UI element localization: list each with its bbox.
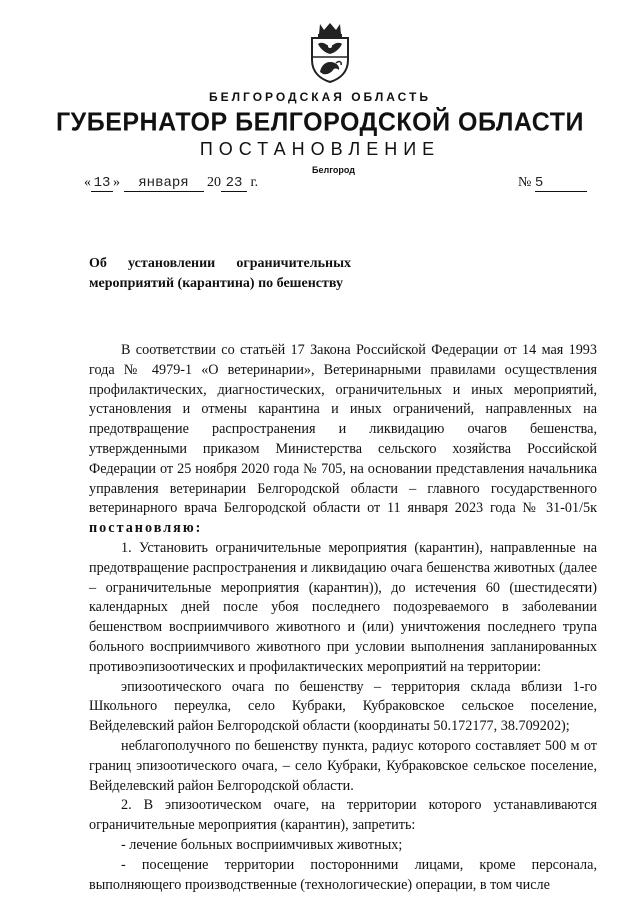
item-1-focus: эпизоотического очага по бешенству – территория склада вблизи 1-го Школьного переулка, село Кубраки, Кубраковское сельское поселение, Вейделевский район Белгородской области (координаты 50.172177, 38.709202); bbox=[89, 678, 597, 735]
date-quote-close: » bbox=[113, 175, 120, 190]
issuer-title: ГУБЕРНАТОР БЕЛГОРОДСКОЙ ОБЛАСТИ bbox=[56, 107, 584, 137]
intro-paragraph bbox=[89, 341, 597, 539]
city-name: Белгород bbox=[312, 165, 355, 175]
region-name: БЕЛГОРОДСКАЯ ОБЛАСТЬ bbox=[209, 90, 431, 104]
document-type: ПОСТАНОВЛЕНИЕ bbox=[199, 139, 441, 159]
item-1-point: неблагополучного по бешенству пункта, радиус которого составляет 500 м от границ эпизоотического очага, – село Кубраки, Кубраковское сельское поселение, Вейделевский район Белгородской области. bbox=[89, 737, 597, 794]
document-body bbox=[89, 341, 597, 895]
item-2-bullet-2: - посещение территории посторонними лицами, кроме персонала, выполняющего производственные (технологические) операции, в том числе bbox=[89, 856, 597, 893]
item-1: 1. Установить ограничительные мероприятия (карантин), направленные на предотвращение распространения и ликвидацию очага бешенства животных (далее – ограничительные мероприятия (карантин)), до истечения 60 (шестидесяти) календарных дней после убоя последнего подозреваемого в заболевании бешенством восприимчивого животного и (или) уничтожения последнего трупа больного восприимчивого животного при условии выполнения запланированных противоэпизоотических и профилактических мероприятий на территории: bbox=[89, 539, 597, 675]
item-2: 2. В эпизоотическом очаге, на территории которого устанавливаются ограничительные мероприятия (карантин), запретить: bbox=[89, 797, 597, 834]
date-day: 13 bbox=[91, 175, 113, 192]
document-subject: Об установлении ограничительных мероприятий (карантина) по бешенству bbox=[89, 256, 351, 291]
document-date bbox=[84, 175, 258, 192]
item-2-bullet-1: - лечение больных восприимчивых животных; bbox=[121, 836, 403, 853]
number-value: 5 bbox=[535, 175, 587, 192]
intro-text: В соответствии со статьёй 17 Закона Российской Федерации от 14 мая 1993 года № 4979-1 «О ветеринарии», Ветеринарными правилами осуществления профилактических, диагностических, ограничительных и иных мероприятий, установления и отмены карантина и иных ограничений, направленных на предотвращение распространения и ликвидацию очагов бешенства, утвержденными приказом Министерства сельского хозяйства Российской Федерации от 25 ноября 2020 года № 705, на основании представления начальника управления ветеринарии Белгородской области – главного государственного ветеринарного врача Белгородской области от 11 января 2023 года № 31-01/5к bbox=[89, 342, 597, 517]
date-quote-open: « bbox=[84, 175, 91, 190]
date-month: января bbox=[124, 175, 204, 192]
number-label: № bbox=[518, 175, 532, 190]
document-number bbox=[518, 175, 587, 192]
date-year-unit: г. bbox=[250, 175, 259, 190]
date-year-prefix: 20 bbox=[207, 175, 221, 190]
decree-word: постановляю: bbox=[89, 520, 203, 537]
coat-of-arms-emblem bbox=[306, 22, 354, 84]
date-year-suffix: 23 bbox=[221, 175, 247, 192]
